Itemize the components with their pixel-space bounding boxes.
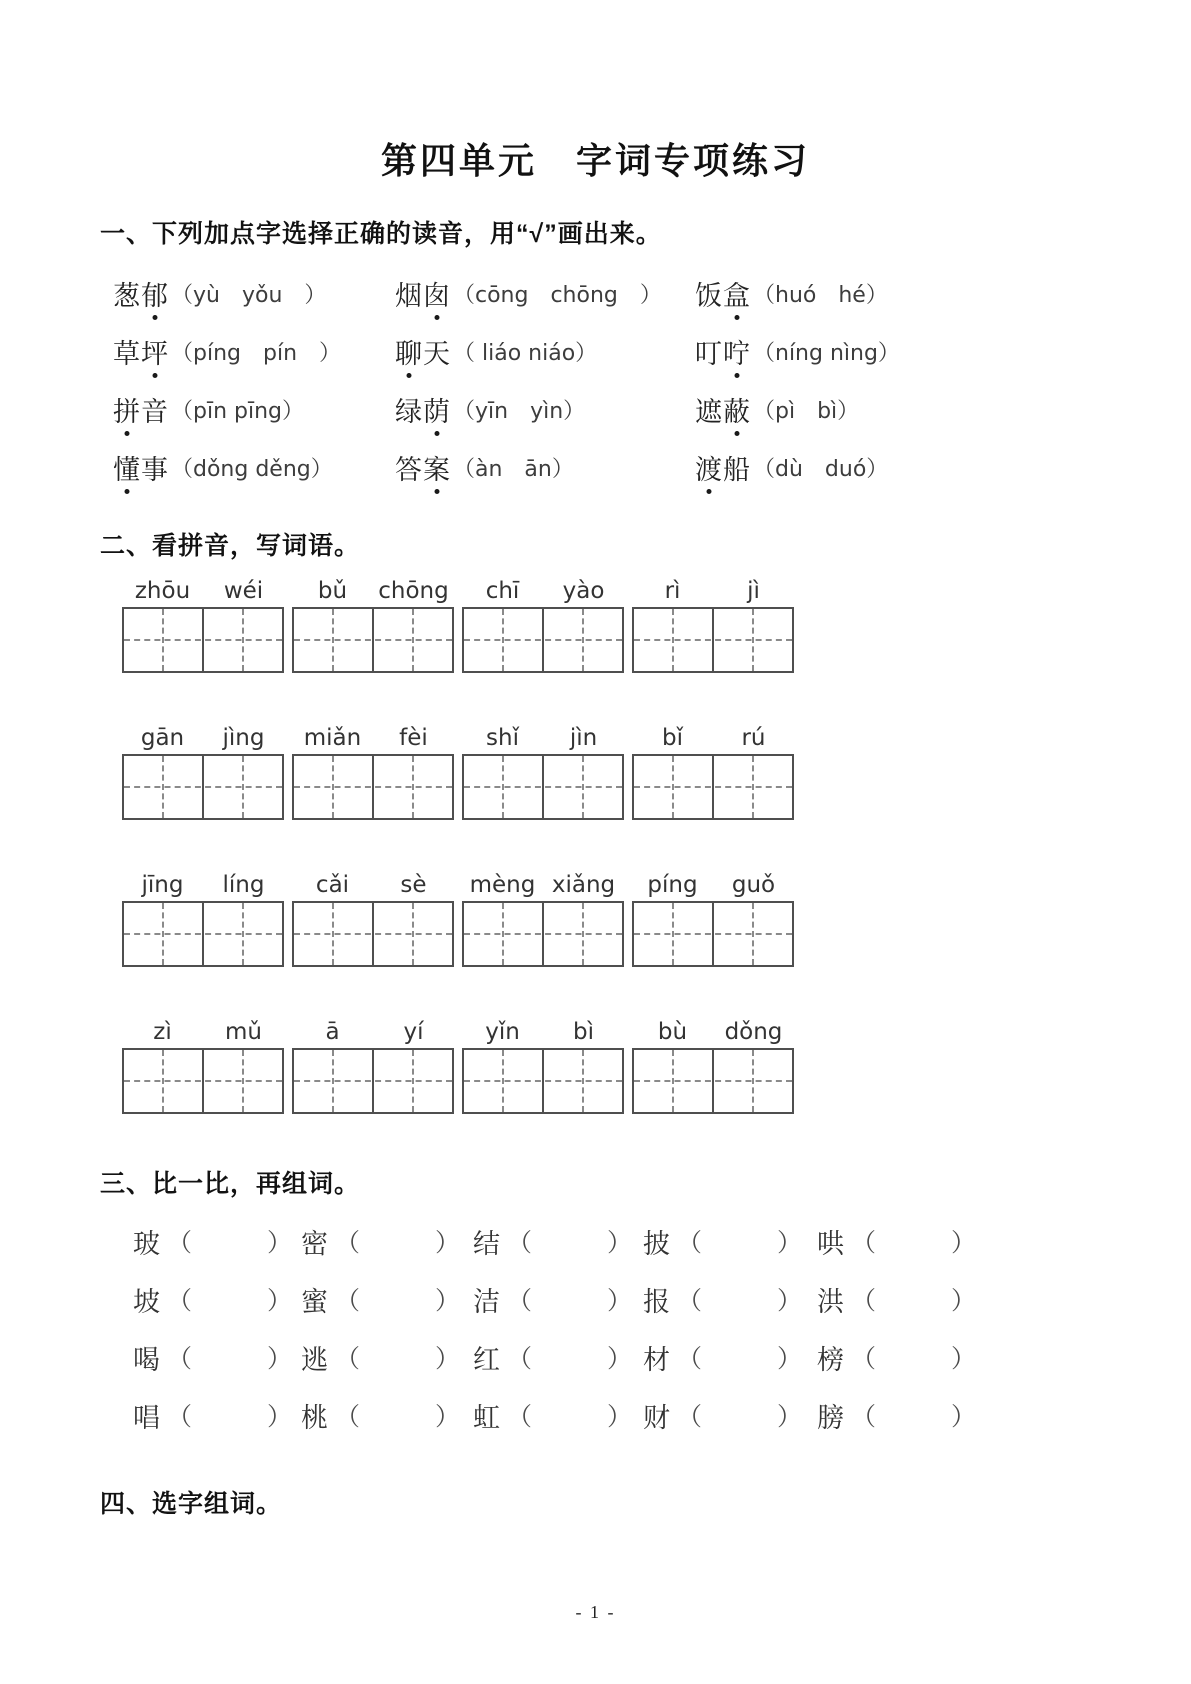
pinyin-label: guǒ <box>731 872 776 898</box>
compare-word-item <box>473 1386 643 1444</box>
blank-parentheses: （ ） <box>851 1288 977 1315</box>
character: 报 <box>643 1286 670 1317</box>
blank-parentheses: （ ） <box>677 1404 803 1431</box>
pinyin-choices: （yīn yìn） <box>453 398 586 424</box>
section2-grid-area <box>122 576 1191 1114</box>
character: 蜜 <box>301 1286 328 1317</box>
writing-boxes <box>632 754 794 820</box>
pinyin-label: píng <box>647 872 698 898</box>
dotted-character: 聊 <box>395 332 423 371</box>
compare-word-item <box>473 1328 643 1386</box>
writing-cell <box>634 609 712 671</box>
word-item <box>113 322 395 380</box>
compare-word-item <box>643 1270 817 1328</box>
writing-boxes <box>462 1048 624 1114</box>
pinyin-labels <box>292 870 454 898</box>
pinyin-choices: （yù yǒu ） <box>171 282 327 308</box>
writing-cell <box>294 609 372 671</box>
pinyin-labels <box>632 1017 794 1045</box>
section1-word-list <box>113 264 1191 496</box>
pinyin-write-group <box>122 576 284 673</box>
pinyin-labels <box>632 870 794 898</box>
section2-heading: 二、看拼音，写词语。 <box>100 532 361 560</box>
writing-cell <box>712 903 792 965</box>
writing-cell <box>202 756 282 818</box>
pinyin-label: chī <box>485 578 520 604</box>
blank-parentheses: （ ） <box>851 1404 977 1431</box>
pinyin-write-group <box>632 1017 794 1114</box>
writing-boxes <box>122 1048 284 1114</box>
character: 财 <box>643 1402 670 1433</box>
word-with-dot: 绿荫 <box>395 390 451 429</box>
page-title: 第四单元 字词专项练习 <box>380 140 810 181</box>
writing-cell <box>634 1050 712 1112</box>
dotted-character: 懂 <box>113 448 141 487</box>
pinyin-label: bǔ <box>317 578 348 604</box>
pinyin-label: dǒng <box>724 1019 783 1045</box>
compare-word-item <box>473 1270 643 1328</box>
pinyin-write-group <box>462 1017 624 1114</box>
pinyin-label: rú <box>741 725 766 751</box>
compare-word-item <box>643 1212 817 1270</box>
pinyin-labels <box>122 870 284 898</box>
writing-boxes <box>632 1048 794 1114</box>
pinyin-label: mǔ <box>225 1019 262 1045</box>
word-with-dot: 拼音 <box>113 390 169 429</box>
pinyin-labels <box>462 870 624 898</box>
pinyin-label: líng <box>222 872 265 898</box>
pinyin-label: chōng <box>378 578 449 604</box>
dotted-character: 拼 <box>113 390 141 429</box>
blank-parentheses: （ ） <box>677 1346 803 1373</box>
compare-word-item <box>301 1270 473 1328</box>
pinyin-write-group <box>292 576 454 673</box>
pinyin-label: rì <box>664 578 681 604</box>
word-item <box>113 380 395 438</box>
blank-parentheses: （ ） <box>167 1346 293 1373</box>
compare-word-item <box>301 1212 473 1270</box>
pinyin-label: ā <box>325 1019 340 1045</box>
pinyin-label: fèi <box>399 725 428 751</box>
blank-parentheses: （ ） <box>167 1230 293 1257</box>
writing-cell <box>542 609 622 671</box>
section4-heading: 四、选字组词。 <box>100 1490 283 1518</box>
character: 密 <box>301 1228 328 1259</box>
dotted-character: 渡 <box>695 448 723 487</box>
pinyin-label: jìn <box>569 725 598 751</box>
compare-word-item <box>133 1328 301 1386</box>
blank-parentheses: （ ） <box>167 1404 293 1431</box>
pinyin-label: yí <box>403 1019 424 1045</box>
blank-parentheses: （ ） <box>335 1230 461 1257</box>
pinyin-choices: （pīn pīng） <box>171 398 304 424</box>
blank-parentheses: （ ） <box>507 1346 633 1373</box>
writing-cell <box>124 903 202 965</box>
word-item <box>695 322 1075 380</box>
section1-heading: 一、下列加点字选择正确的读音，用“√”画出来。 <box>100 220 662 248</box>
word-with-dot: 聊天 <box>395 332 451 371</box>
character: 喝 <box>133 1344 160 1375</box>
pinyin-label: jì <box>747 578 760 604</box>
word-with-dot: 烟囱 <box>395 274 451 313</box>
pinyin-label: mèng <box>469 872 536 898</box>
pinyin-write-group <box>462 576 624 673</box>
compare-word-item <box>301 1386 473 1444</box>
character: 材 <box>643 1344 670 1375</box>
writing-cell <box>712 756 792 818</box>
writing-cell <box>124 756 202 818</box>
compare-word-item <box>133 1386 301 1444</box>
writing-cell <box>542 903 622 965</box>
pinyin-label: yào <box>562 578 605 604</box>
character: 桃 <box>301 1402 328 1433</box>
pinyin-labels <box>462 1017 624 1045</box>
pinyin-box-row <box>122 723 1191 820</box>
compare-word-item <box>817 1328 1037 1386</box>
word-with-dot: 懂事 <box>113 448 169 487</box>
character: 结 <box>473 1228 500 1259</box>
dotted-character: 郁 <box>141 274 169 313</box>
pinyin-write-group <box>292 723 454 820</box>
section3-heading: 三、比一比，再组词。 <box>100 1170 361 1198</box>
pinyin-labels <box>292 576 454 604</box>
writing-cell <box>464 756 542 818</box>
character: 唱 <box>133 1402 160 1433</box>
pinyin-write-group <box>462 870 624 967</box>
character: 榜 <box>817 1344 844 1375</box>
blank-parentheses: （ ） <box>677 1288 803 1315</box>
word-with-dot: 葱郁 <box>113 274 169 313</box>
pinyin-choices: （níng nìng） <box>753 340 900 366</box>
pinyin-choices: （cōng chōng ） <box>453 282 662 308</box>
word-item <box>695 438 1075 496</box>
character: 逃 <box>301 1344 328 1375</box>
pinyin-labels <box>632 723 794 751</box>
pinyin-write-group <box>292 870 454 967</box>
compare-word-item <box>301 1328 473 1386</box>
word-item <box>395 380 695 438</box>
pinyin-label: sè <box>400 872 427 898</box>
writing-cell <box>634 903 712 965</box>
pinyin-write-group <box>122 1017 284 1114</box>
writing-boxes <box>292 607 454 673</box>
pinyin-labels <box>462 723 624 751</box>
pinyin-write-group <box>122 870 284 967</box>
writing-cell <box>294 756 372 818</box>
writing-cell <box>202 1050 282 1112</box>
pinyin-label: shǐ <box>486 725 519 751</box>
character: 红 <box>473 1344 500 1375</box>
pinyin-box-row <box>122 870 1191 967</box>
pinyin-box-row <box>122 576 1191 673</box>
pinyin-labels <box>122 1017 284 1045</box>
pinyin-box-row <box>122 1017 1191 1114</box>
pinyin-write-group <box>632 870 794 967</box>
section3-compare-list <box>133 1212 1191 1444</box>
dotted-character: 案 <box>423 448 451 487</box>
pinyin-label: gān <box>140 725 185 751</box>
writing-boxes <box>292 754 454 820</box>
character: 膀 <box>817 1402 844 1433</box>
writing-boxes <box>632 607 794 673</box>
compare-word-item <box>133 1270 301 1328</box>
writing-cell <box>294 1050 372 1112</box>
word-item <box>395 264 695 322</box>
pinyin-choices: （ liáo niáo） <box>453 340 598 366</box>
pinyin-label: bù <box>657 1019 688 1045</box>
writing-cell <box>712 1050 792 1112</box>
writing-cell <box>542 1050 622 1112</box>
pinyin-choices: （huó hé） <box>753 282 888 308</box>
pinyin-label: xiǎng <box>551 872 616 898</box>
pinyin-labels <box>462 576 624 604</box>
pinyin-label: jìng <box>222 725 265 751</box>
pinyin-write-group <box>122 723 284 820</box>
writing-cell <box>372 903 452 965</box>
blank-parentheses: （ ） <box>335 1346 461 1373</box>
pinyin-write-group <box>292 1017 454 1114</box>
pinyin-write-group <box>462 723 624 820</box>
writing-cell <box>464 903 542 965</box>
word-with-dot: 渡船 <box>695 448 751 487</box>
pinyin-choices: （àn ān） <box>453 456 574 482</box>
pinyin-choices: （dǒng děng） <box>171 456 333 482</box>
writing-boxes <box>632 901 794 967</box>
writing-cell <box>372 609 452 671</box>
dotted-character: 囱 <box>423 274 451 313</box>
pinyin-label: jīng <box>141 872 184 898</box>
pinyin-label: bì <box>573 1019 594 1045</box>
word-with-dot: 遮蔽 <box>695 390 751 429</box>
writing-cell <box>372 756 452 818</box>
character: 虹 <box>473 1402 500 1433</box>
writing-cell <box>124 609 202 671</box>
pinyin-labels <box>122 576 284 604</box>
writing-cell <box>202 903 282 965</box>
compare-word-item <box>473 1212 643 1270</box>
pinyin-label: bǐ <box>662 725 683 751</box>
pinyin-labels <box>292 1017 454 1045</box>
pinyin-choices: （píng pín ） <box>171 340 342 366</box>
word-item <box>113 264 395 322</box>
blank-parentheses: （ ） <box>851 1346 977 1373</box>
pinyin-label: zhōu <box>134 578 191 604</box>
pinyin-write-group <box>632 723 794 820</box>
pinyin-choices: （dù duó） <box>753 456 889 482</box>
character: 坡 <box>133 1286 160 1317</box>
word-item <box>695 380 1075 438</box>
writing-cell <box>202 609 282 671</box>
compare-word-item <box>643 1386 817 1444</box>
writing-cell <box>634 756 712 818</box>
pinyin-label: cǎi <box>315 872 350 898</box>
character: 玻 <box>133 1228 160 1259</box>
writing-cell <box>464 609 542 671</box>
blank-parentheses: （ ） <box>507 1288 633 1315</box>
character: 洪 <box>817 1286 844 1317</box>
writing-cell <box>124 1050 202 1112</box>
compare-word-item <box>133 1212 301 1270</box>
writing-boxes <box>462 607 624 673</box>
writing-boxes <box>462 901 624 967</box>
dotted-character: 咛 <box>723 332 751 371</box>
pinyin-label: zì <box>153 1019 172 1045</box>
blank-parentheses: （ ） <box>507 1230 633 1257</box>
writing-boxes <box>122 901 284 967</box>
word-item <box>395 438 695 496</box>
writing-boxes <box>122 754 284 820</box>
word-item <box>395 322 695 380</box>
compare-word-item <box>817 1212 1037 1270</box>
pinyin-labels <box>632 576 794 604</box>
writing-boxes <box>122 607 284 673</box>
writing-boxes <box>462 754 624 820</box>
word-item <box>113 438 395 496</box>
blank-parentheses: （ ） <box>507 1404 633 1431</box>
blank-parentheses: （ ） <box>335 1288 461 1315</box>
pinyin-choices: （pì bì） <box>753 398 860 424</box>
blank-parentheses: （ ） <box>851 1230 977 1257</box>
blank-parentheses: （ ） <box>677 1230 803 1257</box>
blank-parentheses: （ ） <box>335 1404 461 1431</box>
writing-cell <box>712 609 792 671</box>
word-with-dot: 叮咛 <box>695 332 751 371</box>
blank-parentheses: （ ） <box>167 1288 293 1315</box>
writing-boxes <box>292 1048 454 1114</box>
word-with-dot: 草坪 <box>113 332 169 371</box>
pinyin-labels <box>122 723 284 751</box>
pinyin-label: yǐn <box>485 1019 520 1045</box>
dotted-character: 盒 <box>723 274 751 313</box>
word-with-dot: 饭盒 <box>695 274 751 313</box>
writing-cell <box>464 1050 542 1112</box>
pinyin-label: miǎn <box>303 725 362 751</box>
dotted-character: 坪 <box>141 332 169 371</box>
page-number: - 1 - <box>575 1602 616 1622</box>
dotted-character: 荫 <box>423 390 451 429</box>
compare-word-item <box>817 1270 1037 1328</box>
character: 哄 <box>817 1228 844 1259</box>
word-item <box>695 264 1075 322</box>
pinyin-labels <box>292 723 454 751</box>
writing-cell <box>542 756 622 818</box>
pinyin-label: wéi <box>223 578 264 604</box>
word-with-dot: 答案 <box>395 448 451 487</box>
pinyin-write-group <box>632 576 794 673</box>
writing-cell <box>372 1050 452 1112</box>
character: 洁 <box>473 1286 500 1317</box>
writing-boxes <box>292 901 454 967</box>
writing-cell <box>294 903 372 965</box>
compare-word-item <box>817 1386 1037 1444</box>
compare-word-item <box>643 1328 817 1386</box>
character: 披 <box>643 1228 670 1259</box>
dotted-character: 蔽 <box>723 390 751 429</box>
